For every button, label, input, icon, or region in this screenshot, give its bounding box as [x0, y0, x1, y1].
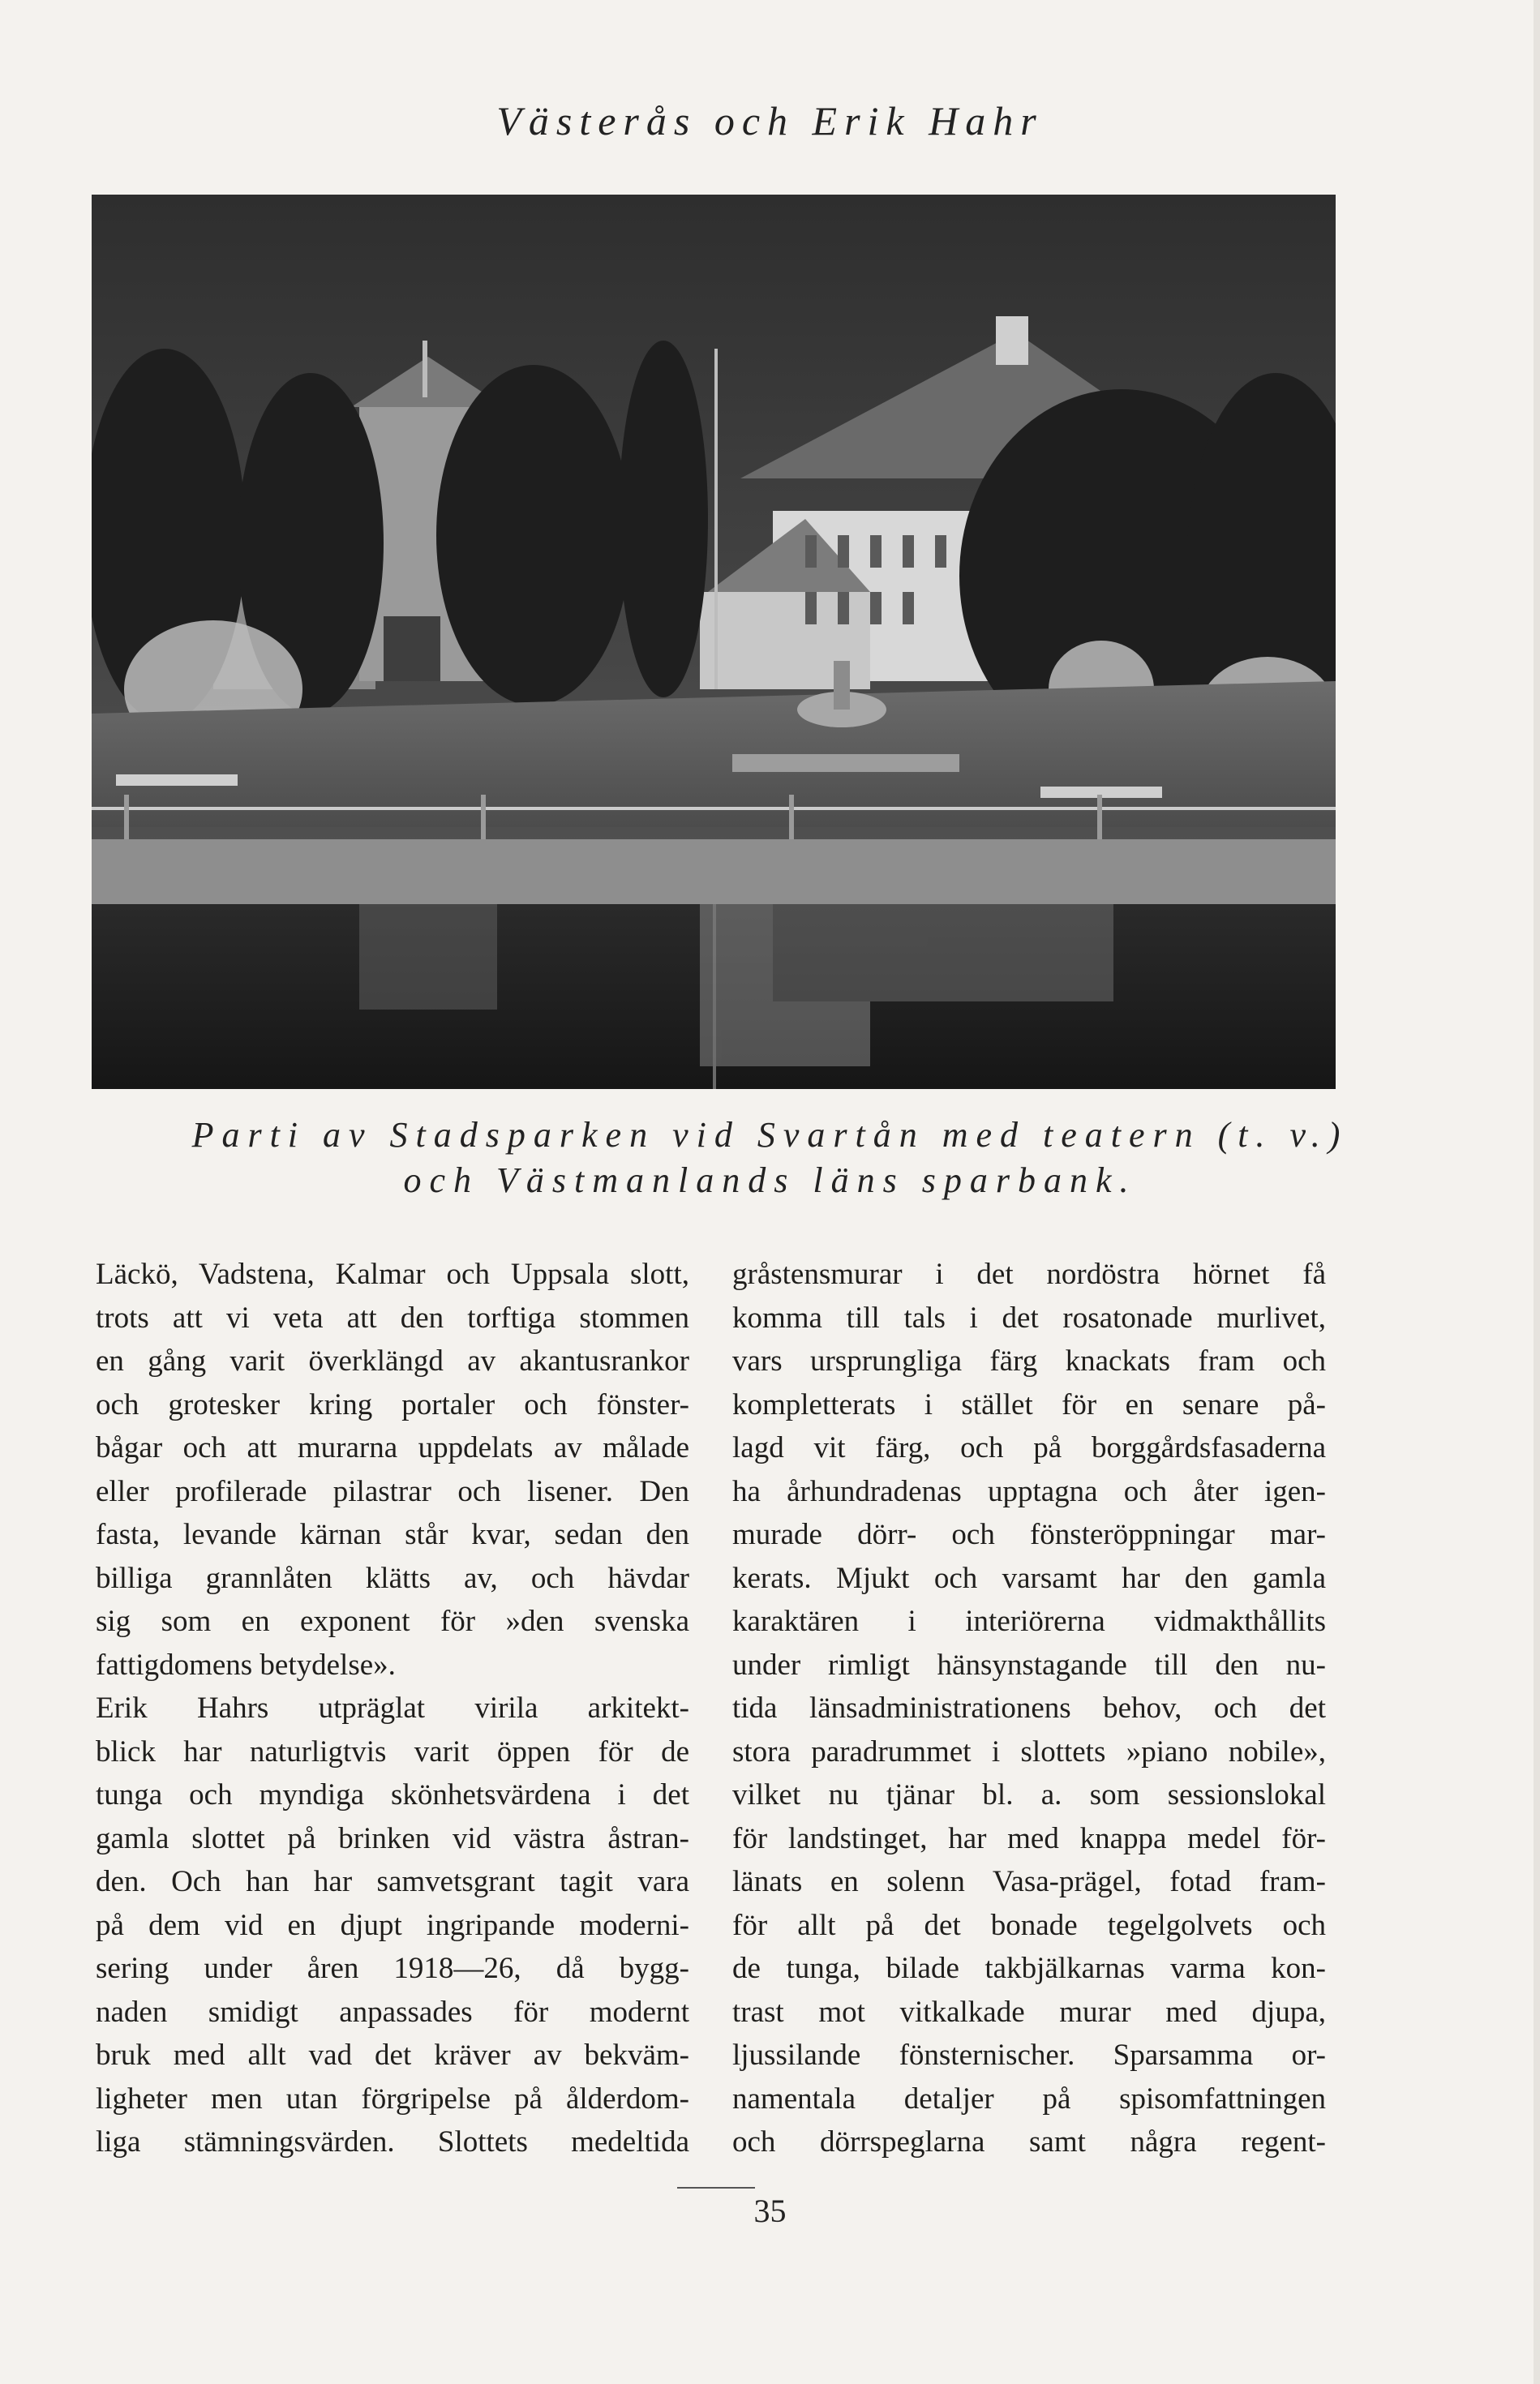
- text-line: eller profilerade pilastrar och lisener. Den: [96, 1474, 689, 1508]
- page-number: 35: [753, 2193, 787, 2229]
- text-line: lagd vit färg, och på borggårdsfasaderna: [732, 1431, 1326, 1464]
- text-line: länats en solenn Vasa-prägel, fotad fram-: [732, 1865, 1326, 1898]
- folio-rule: [677, 2187, 755, 2189]
- text-line: komma till tals i det rosatonade murlivet,: [732, 1301, 1326, 1335]
- park-photograph: [92, 195, 1336, 1089]
- caption-line: och Västmanlands läns sparbank.: [403, 1160, 1137, 1200]
- text-line: kompletterats i stället för en senare på-: [732, 1387, 1326, 1421]
- text-line: ha århundradenas upptagna och åter igen-: [732, 1474, 1326, 1508]
- text-line: tida länsadministrationens behov, och det: [732, 1692, 1326, 1725]
- text-line: trots att vi veta att den torftiga stommen: [96, 1301, 689, 1335]
- text-line: vars ursprungliga färg knackats fram och: [732, 1344, 1326, 1378]
- right-text-column: [732, 1253, 1326, 2164]
- text-line: under rimligt hänsynstagande till den nu-: [732, 1648, 1326, 1682]
- text-line: Erik Hahrs utpräglat virila arkitekt-: [96, 1692, 689, 1725]
- text-line: namentala detaljer på spisomfattningen: [732, 2082, 1326, 2116]
- text-line: bruk med allt vad det kräver av bekväm-: [96, 2039, 689, 2072]
- text-line: vilket nu tjänar bl. a. som sessionslokal: [732, 1778, 1326, 1812]
- text-line: för allt på det bonade tegelgolvets och: [732, 1908, 1326, 1942]
- text-line: sig som en exponent för »den svenska: [96, 1605, 689, 1638]
- text-line: på dem vid en djupt ingripande moderni-: [96, 1908, 689, 1942]
- text-line: bågar och att murarna uppdelats av målade: [96, 1431, 689, 1464]
- text-line: tunga och myndiga skönhetsvärdena i det: [96, 1778, 689, 1812]
- text-line: gråstensmurar i det nordöstra hörnet få: [732, 1258, 1326, 1291]
- text-line: naden smidigt anpassades för modernt: [96, 1995, 689, 2029]
- text-line: blick har naturligtvis varit öppen för de: [96, 1734, 689, 1769]
- text-line: de tunga, bilade takbjälkarnas varma kon-: [732, 1952, 1326, 1985]
- text-line: gamla slottet på brinken vid västra åstran-: [96, 1821, 689, 1855]
- text-line: ligheter men utan förgripelse på ålderdom-: [96, 2082, 689, 2116]
- text-line: Läckö, Vadstena, Kalmar och Uppsala slott,: [96, 1258, 689, 1291]
- caption-line: Parti av Stadsparken vid Svartån med teatern (t. v.): [191, 1115, 1349, 1155]
- text-line: och dörrspeglarna samt några regent-: [732, 2125, 1326, 2159]
- text-line: karaktären i interiörerna vidmakthållits: [732, 1605, 1326, 1638]
- text-line: och grotesker kring portaler och fönster-: [96, 1387, 689, 1421]
- text-line: sering under åren 1918—26, då bygg-: [96, 1952, 689, 1985]
- text-line: ljussilande fönsternischer. Sparsamma or-: [732, 2039, 1326, 2072]
- text-line: liga stämningsvärden. Slottets medeltida: [96, 2125, 689, 2159]
- text-line: en gång varit överklängd av akantusrankor: [96, 1344, 689, 1378]
- left-text-column: [96, 1253, 689, 2164]
- text-line: trast mot vitkalkade murar med djupa,: [732, 1995, 1326, 2029]
- text-line: för landstinget, har med knappa medel för-: [732, 1821, 1326, 1855]
- figure-caption: [0, 1113, 1540, 1203]
- running-title: Västerås och Erik Hahr: [496, 98, 1044, 144]
- text-line: fasta, levande kärnan står kvar, sedan den: [96, 1518, 689, 1551]
- text-line: kerats. Mjukt och varsamt har den gamla: [732, 1561, 1326, 1595]
- text-line: murade dörr- och fönsteröppningar mar-: [732, 1518, 1326, 1551]
- text-line: billiga grannlåten klätts av, och hävdar: [96, 1561, 689, 1595]
- text-line: fattigdomens betydelse».: [96, 1648, 396, 1682]
- text-line: den. Och han har samvetsgrant tagit vara: [96, 1865, 689, 1898]
- text-line: stora paradrummet i slottets »piano nobile»,: [732, 1734, 1326, 1769]
